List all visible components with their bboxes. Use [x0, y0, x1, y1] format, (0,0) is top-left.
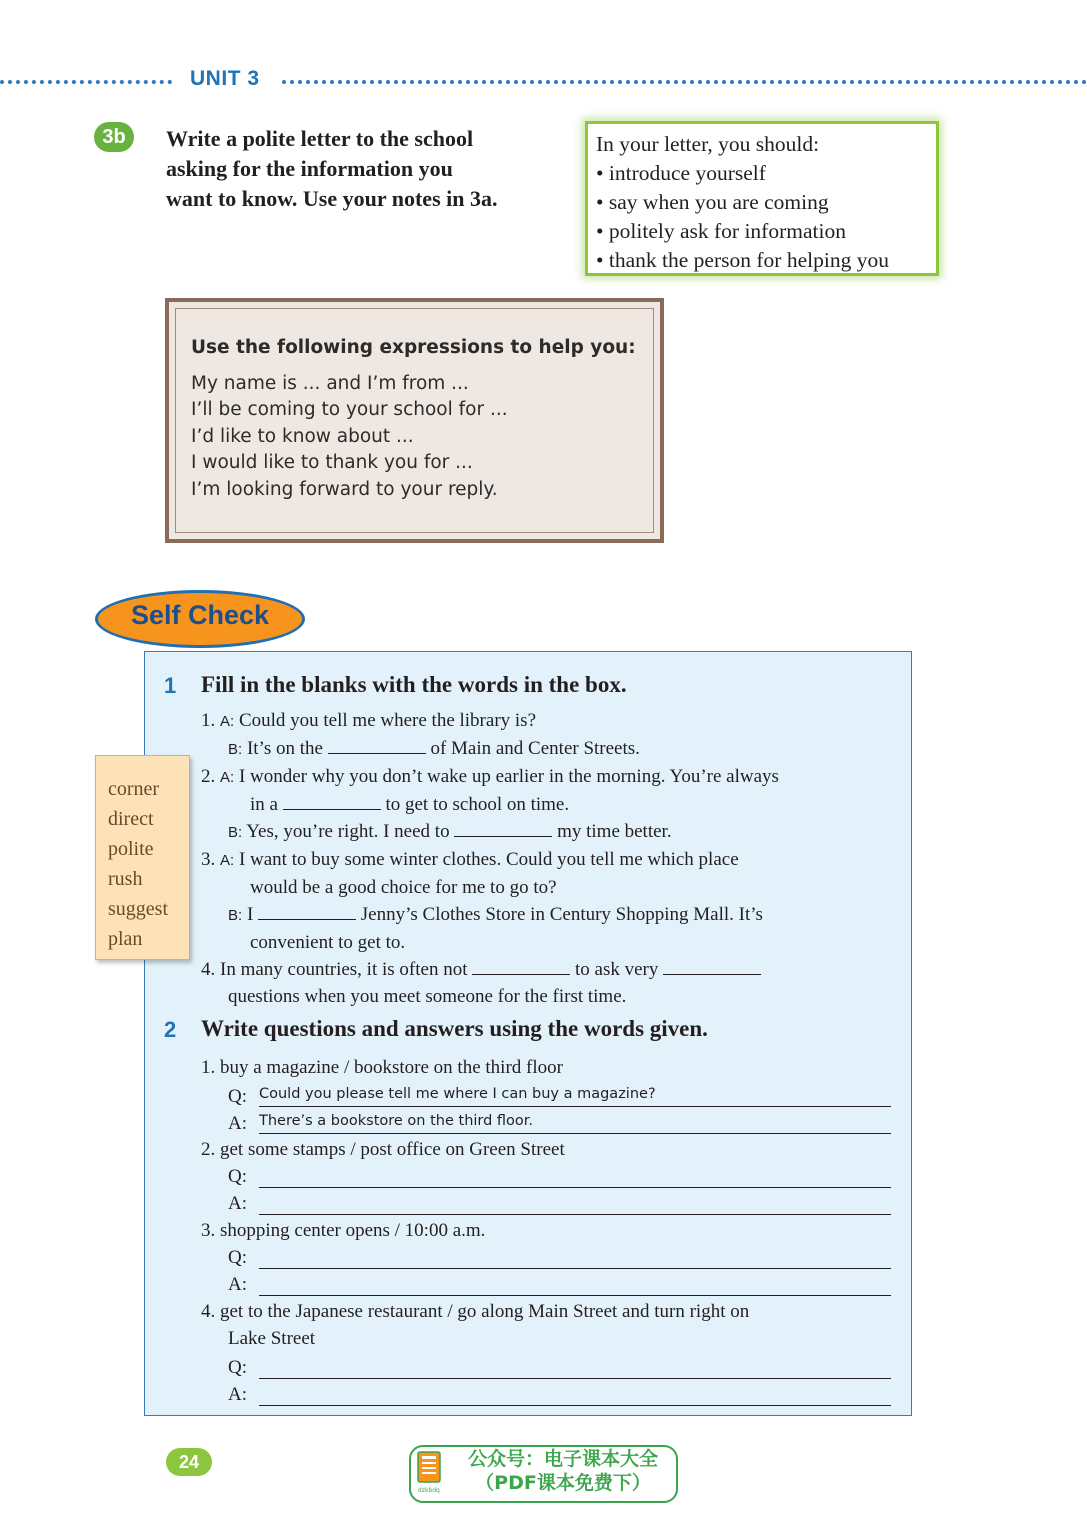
expressions-list	[191, 335, 636, 503]
activity-instruction	[166, 124, 566, 214]
book-icon	[417, 1450, 443, 1494]
answer-line	[259, 1085, 891, 1107]
q2-item-4-prompt: 4. get to the Japanese restaurant / go along Main Street and turn right on	[201, 1301, 750, 1322]
word-box-item: corner	[108, 778, 160, 800]
word-box-item: rush	[108, 868, 143, 890]
expressions-heading: Use the following expressions to help you:	[191, 337, 636, 358]
q1-item-1-a: 1. A: Could you tell me where the library is?	[201, 710, 536, 731]
sample-answer: There’s a bookstore on the third floor.	[259, 1113, 534, 1129]
q2-item-2-prompt: 2. get some stamps / post office on Green Street	[201, 1139, 565, 1160]
self-check-title: Self Check	[130, 600, 270, 630]
word-box-item: direct	[108, 808, 154, 830]
fill-blank[interactable]	[454, 818, 552, 837]
question-1-items	[201, 707, 901, 1010]
q1-item-3-a: 3. A: I want to buy some winter clothes. Could you tell me which place	[201, 849, 739, 870]
q-label: Q:	[228, 1086, 247, 1107]
question-1-heading: Fill in the blanks with the words in the box.	[201, 672, 627, 697]
word-box-item: suggest	[108, 898, 168, 920]
expression-line: I’m looking forward to your reply.	[191, 478, 498, 500]
watermark-line: （PDF课本免费下）	[475, 1472, 651, 1494]
instruction-line: want to know. Use your notes in 3a.	[166, 186, 498, 211]
a-label: A:	[228, 1193, 247, 1214]
q2-item-4-prompt-cont: Lake Street	[228, 1328, 316, 1349]
a-label: A:	[228, 1113, 247, 1134]
q1-item-3-b-cont: convenient to get to.	[250, 932, 406, 953]
expression-line: My name is ... and I’m from ...	[191, 372, 469, 394]
fill-blank[interactable]	[258, 901, 356, 920]
watermark-text	[452, 1447, 674, 1495]
answer-line[interactable]	[259, 1274, 891, 1296]
word-box-item: plan	[108, 928, 143, 950]
question-number-2: 2	[164, 1017, 177, 1042]
q1-item-3-b: B: I Jenny’s Clothes Store in Century Shopping Mall. It’s	[201, 901, 901, 929]
tips-item: • thank the person for helping you	[596, 248, 889, 272]
q1-item-3-a-cont: would be a good choice for me to go to?	[250, 877, 557, 898]
q1-item-4: 4. In many countries, it is often not to ask very	[201, 956, 901, 983]
q2-item-1-prompt: 1. buy a magazine / bookstore on the third floor	[201, 1057, 563, 1078]
svg-text:dzkbdq: dzkbdq	[418, 1487, 440, 1494]
answer-line[interactable]	[259, 1193, 891, 1215]
tips-item: • introduce yourself	[596, 161, 766, 185]
q-label: Q:	[228, 1357, 247, 1378]
tips-item: • say when you are coming	[596, 190, 829, 214]
q-label: Q:	[228, 1247, 247, 1268]
answer-line[interactable]	[259, 1384, 891, 1406]
watermark-line: 公众号：电子课本大全	[467, 1448, 658, 1470]
q1-item-4-cont: questions when you meet someone for the first time.	[228, 986, 627, 1007]
answer-line[interactable]	[259, 1357, 891, 1379]
a-label: A:	[228, 1384, 247, 1405]
question-number-1: 1	[164, 673, 177, 698]
q1-item-2-b: B: Yes, you’re right. I need to my time better.	[201, 818, 901, 846]
answer-line[interactable]	[259, 1166, 891, 1188]
expression-line: I’d like to know about ...	[191, 425, 414, 447]
page-number: 24	[166, 1448, 212, 1476]
question-2-heading: Write questions and answers using the words given.	[201, 1016, 708, 1041]
q1-item-2-a-cont: in a to get to school on time.	[201, 791, 901, 818]
unit-title: UNIT 3	[190, 67, 260, 90]
instruction-line: Write a polite letter to the school	[166, 126, 474, 151]
expression-line: I would like to thank you for ...	[191, 452, 473, 473]
q2-item-3-prompt: 3. shopping center opens / 10:00 a.m.	[201, 1220, 486, 1241]
expression-line: I’ll be coming to your school for ...	[191, 399, 508, 420]
header-dotted-rule-right	[282, 80, 1087, 84]
tips-item: • politely ask for information	[596, 219, 846, 243]
instruction-line: asking for the information you	[166, 156, 453, 181]
answer-line[interactable]	[259, 1247, 891, 1269]
word-box-item: polite	[108, 838, 154, 860]
letter-tips-box	[585, 121, 939, 276]
a-label: A:	[228, 1274, 247, 1295]
expressions-box	[165, 298, 664, 543]
tips-heading: In your letter, you should:	[596, 132, 820, 156]
sample-question: Could you please tell me where I can buy a magazine?	[259, 1086, 656, 1102]
header-dotted-rule-left	[0, 80, 172, 84]
q1-item-1-b: B: It’s on the of Main and Center Streets.	[201, 735, 901, 763]
fill-blank[interactable]	[283, 791, 381, 810]
activity-badge-3b: 3b	[94, 122, 134, 152]
q1-item-2-a: 2. A: I wonder why you don’t wake up earlier in the morning. You’re always	[201, 766, 779, 787]
q-label: Q:	[228, 1166, 247, 1187]
fill-blank[interactable]	[472, 956, 570, 975]
answer-line	[259, 1112, 891, 1134]
fill-blank[interactable]	[663, 956, 761, 975]
word-box	[95, 755, 190, 960]
fill-blank[interactable]	[328, 735, 426, 754]
